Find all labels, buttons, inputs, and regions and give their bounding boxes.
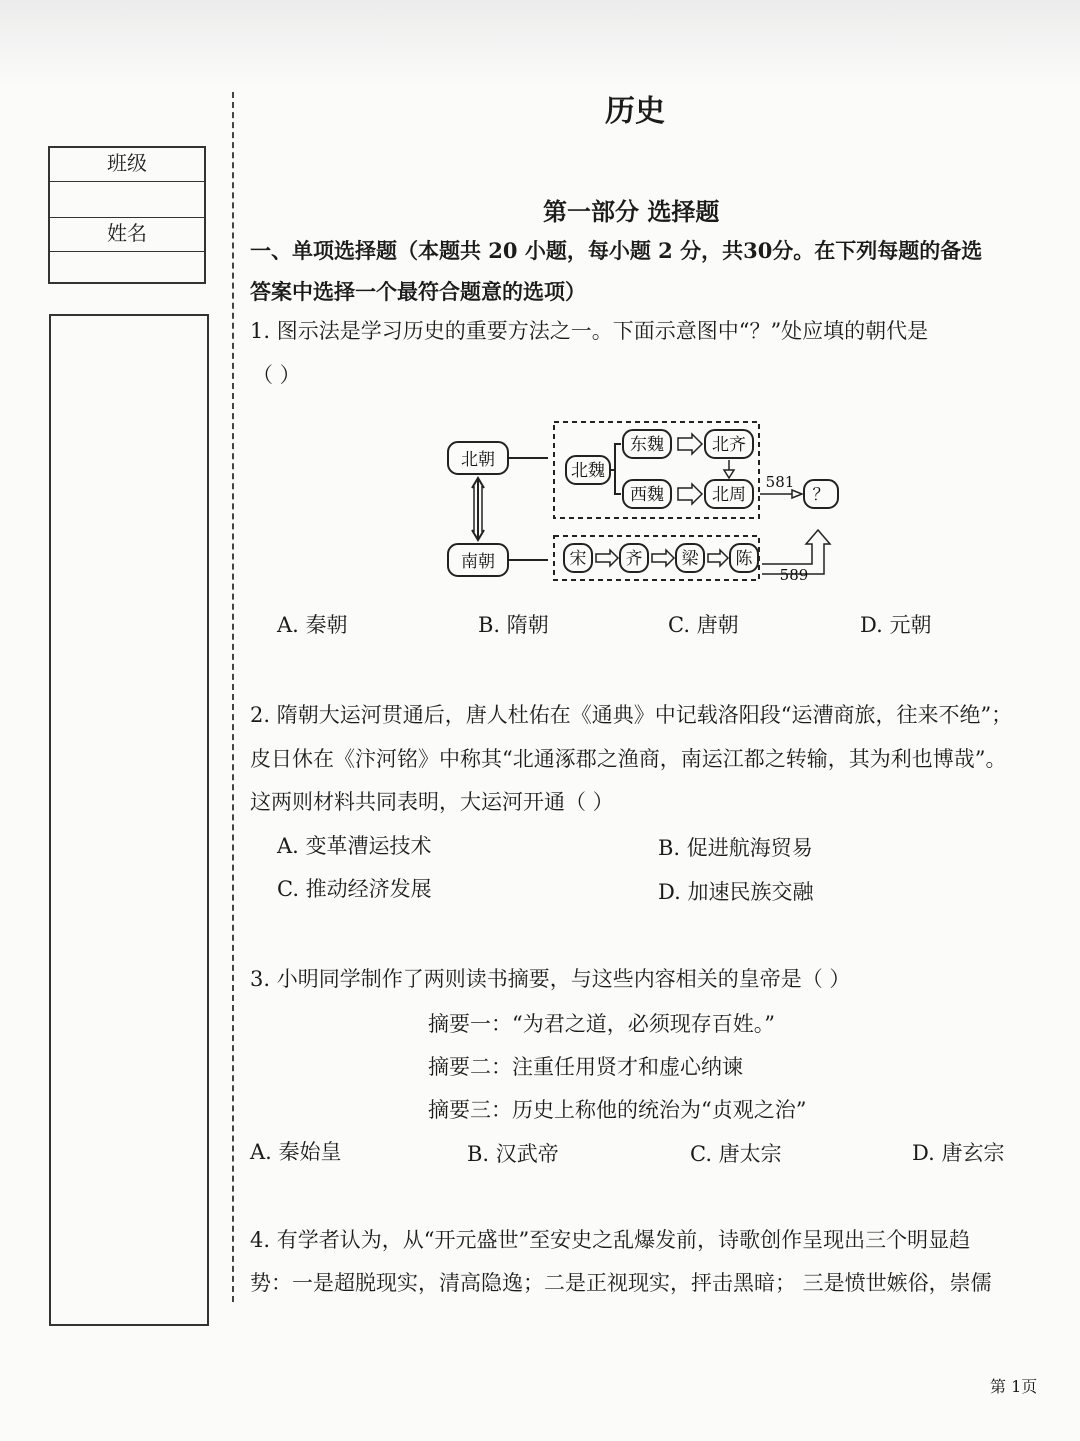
q4-line-1: 4. 有学者认为，从“开元盛世”至安史之乱爆发前，诗歌创作呈现出三个明显趋 [250,1228,971,1252]
q1-answer-paren: （ ） [252,363,301,387]
q1-stem: 1. 图示法是学习历史的重要方法之一。下面示意图中“？”处应填的朝代是 [250,319,929,343]
south-label: 南朝 [461,552,495,572]
section-heading-1: 一、单项选择题（本题共 20 小题，每小题 2 分，共30分。在下列每题的备选 [250,238,983,263]
dynasty-diagram [440,412,850,592]
name-label: 姓名 [50,218,204,252]
year-581: 581 [765,473,795,491]
song-label: 宋 [569,549,587,569]
q3-excerpt-2: 摘要二：注重任用贤才和虚心纳谏 [428,1055,743,1079]
q1-option-d[interactable]: D. 元朝 [860,613,932,637]
beizhou-label: 北周 [712,485,746,505]
q3-stem: 3. 小明同学制作了两则读书摘要，与这些内容相关的皇帝是（ ） [250,967,851,991]
q3-option-b[interactable]: B. 汉武帝 [467,1142,559,1166]
q2-line-3: 这两则材料共同表明，大运河开通（ ） [250,790,614,814]
q3-option-a[interactable]: A. 秦始皇 [250,1140,342,1164]
chen-label: 陈 [735,549,753,569]
q2-option-a[interactable]: A. 变革漕运技术 [277,834,432,858]
q1-option-c[interactable]: C. 唐朝 [668,613,739,637]
q3-option-c[interactable]: C. 唐太宗 [690,1142,782,1166]
class-field[interactable] [50,182,204,218]
fold-line [232,92,234,1302]
year-589: 589 [779,566,809,584]
liang-label: 梁 [681,549,699,569]
q2-line-1: 2. 隋朝大运河贯通后，唐人杜佑在《通典》中记载洛阳段“运漕商旅，往来不绝”； [250,703,1013,727]
q1-option-a[interactable]: A. 秦朝 [277,613,348,637]
qi-label: 齐 [625,549,643,569]
beiqi-label: 北齐 [712,435,746,455]
q3-option-d[interactable]: D. 唐玄宗 [912,1141,1005,1165]
q2-option-b[interactable]: B. 促进航海贸易 [658,836,813,860]
part-title: 第一部分 选择题 [543,197,720,226]
q1-option-b[interactable]: B. 隋朝 [478,613,549,637]
dongwei-label: 东魏 [630,435,664,455]
xiwei-label: 西魏 [630,485,664,505]
q2-line-2: 皮日休在《汴河铭》中称其“北通涿郡之渔商，南运江都之转输，其为利也博哉”。 [250,747,1007,771]
q3-excerpt-1: 摘要一：“为君之道，必须现存百姓。” [428,1012,775,1036]
unknown-label: ？ [812,485,830,505]
page-title: 历史 [605,94,665,129]
q2-option-c[interactable]: C. 推动经济发展 [277,877,432,901]
q3-excerpt-3: 摘要三：历史上称他的统治为“贞观之治” [428,1098,807,1122]
north-label: 北朝 [461,450,495,470]
q2-option-d[interactable]: D. 加速民族交融 [658,880,814,904]
student-info-box [48,146,206,284]
beiwei-label: 北魏 [571,461,605,481]
scan-top-shade [0,0,1080,85]
seal-box [49,314,209,1326]
q4-line-2: 势：一是超脱现实，清高隐逸；二是正视现实，抨击黑暗； 三是愤世嫉俗，崇儒 [250,1271,992,1295]
name-field[interactable] [50,252,204,288]
page-number: 第 1页 [990,1377,1038,1396]
class-label: 班级 [50,148,204,182]
section-heading-2: 答案中选择一个最符合题意的选项） [250,279,586,304]
